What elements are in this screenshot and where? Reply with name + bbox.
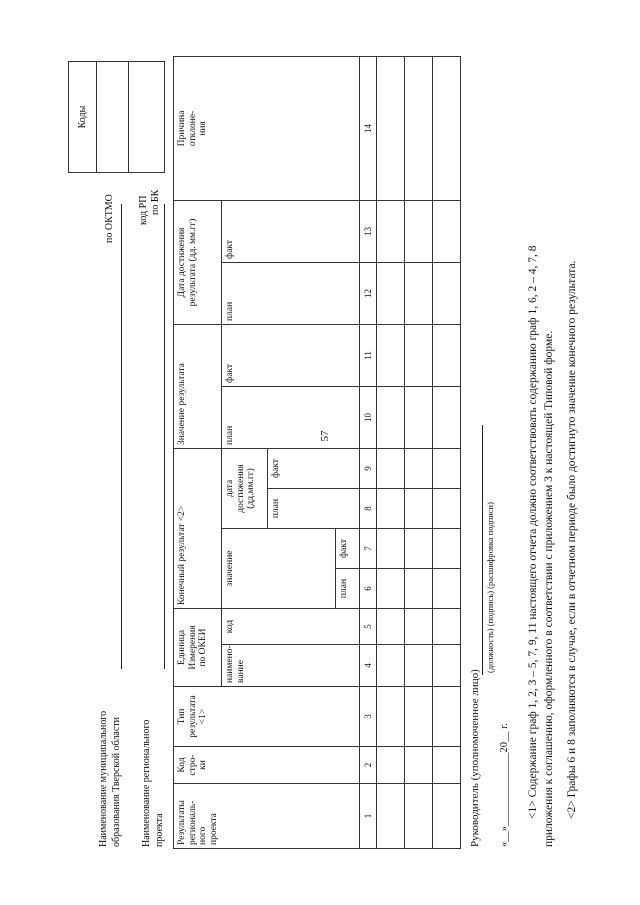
header-unit-code: код <box>222 609 360 645</box>
header-result-type: Тип результата <1> <box>174 687 360 747</box>
project-input-line[interactable] <box>164 204 165 669</box>
header-deviation-reason: Причина отклоне- ния <box>174 56 360 200</box>
column-number: 1 <box>360 784 377 849</box>
oktmo-label: по ОКТМО <box>104 194 115 243</box>
header-row-code: Код стро- ки <box>174 747 360 784</box>
codes-box <box>68 61 165 173</box>
table-row <box>433 56 461 848</box>
header-final-result: Конечный результат <2> <box>174 448 222 608</box>
municipality-input-line[interactable] <box>121 204 122 669</box>
column-number: 13 <box>360 200 377 262</box>
project-label-line2: проекта <box>154 813 165 847</box>
header-final-date-plan: план <box>268 489 360 529</box>
signature-caption: (должность) (подпись) (расшифровка подписи) <box>485 502 495 673</box>
column-number: 6 <box>360 569 377 609</box>
column-numbers-row <box>360 56 377 848</box>
column-number: 10 <box>360 386 377 448</box>
head-signatory-label: Руководитель (уполномоченное лицо) <box>469 669 481 847</box>
header-final-date: дата достижения (дд.мм.гг) <box>222 448 268 528</box>
date-line[interactable]: «__»______________20__ г. <box>499 723 510 847</box>
page-number: 57 <box>319 430 331 442</box>
header-result-value: Значение результата <box>174 324 222 448</box>
column-number: 8 <box>360 489 377 529</box>
header-final-value-fact: факт <box>336 529 360 569</box>
header-date-fact: факт <box>222 200 360 262</box>
rp-code-label: код РП <box>138 195 149 225</box>
municipality-label-line1: Наименование муниципального <box>98 710 109 847</box>
oktmo-code-cell[interactable] <box>96 61 129 173</box>
header-unit-okei: Единица Измерения по ОКЕИ <box>174 609 222 687</box>
column-number: 14 <box>360 56 377 200</box>
header-value-fact: факт <box>222 324 360 386</box>
signature-line[interactable] <box>482 425 483 675</box>
column-number: 7 <box>360 529 377 569</box>
results-table <box>173 56 461 849</box>
column-number: 2 <box>360 747 377 784</box>
header-results-project: Результаты региональ- ного проекта <box>174 784 360 849</box>
column-number: 12 <box>360 262 377 324</box>
column-number: 3 <box>360 687 377 747</box>
header-final-date-fact: факт <box>268 448 360 488</box>
note-1-line2: приложения к соглашению, оформленного в соответствии с приложением 3 к настоящей Типовой форме. <box>543 330 555 847</box>
note-1-line1: <1> Содержание граф 1, 2, 3 – 5, 7, 9, 11 настоящего отчета должно соответствовать содержанию граф 1, 6, 2 – 4, 7, 8 <box>527 245 539 819</box>
column-number: 4 <box>360 645 377 687</box>
header-date-plan: план <box>222 262 360 324</box>
column-number: 5 <box>360 609 377 645</box>
header-value-plan: план <box>222 386 360 448</box>
header-achievement-date: Дата достижения результата (дд. мм.гг) <box>174 200 222 324</box>
table-row <box>377 56 405 848</box>
codes-title-cell <box>68 61 97 173</box>
column-number: 9 <box>360 448 377 488</box>
bk-label: по БК <box>150 189 161 215</box>
table-row <box>405 56 433 848</box>
municipality-label-line2: образования Тверской области <box>111 716 122 847</box>
rp-bk-code-cell[interactable] <box>128 61 165 173</box>
project-label-line1: Наименование регионального <box>141 719 152 847</box>
header-unit-name: наимено- вание <box>222 645 360 687</box>
note-2: <2> Графы 6 и 8 заполняются в случае, если в отчетном периоде было достигнуто значение конечного результата. <box>566 260 578 819</box>
header-final-value: значение <box>222 529 336 609</box>
header-final-value-plan: план <box>336 569 360 609</box>
codes-title: Коды <box>77 105 88 129</box>
column-number: 11 <box>360 324 377 386</box>
